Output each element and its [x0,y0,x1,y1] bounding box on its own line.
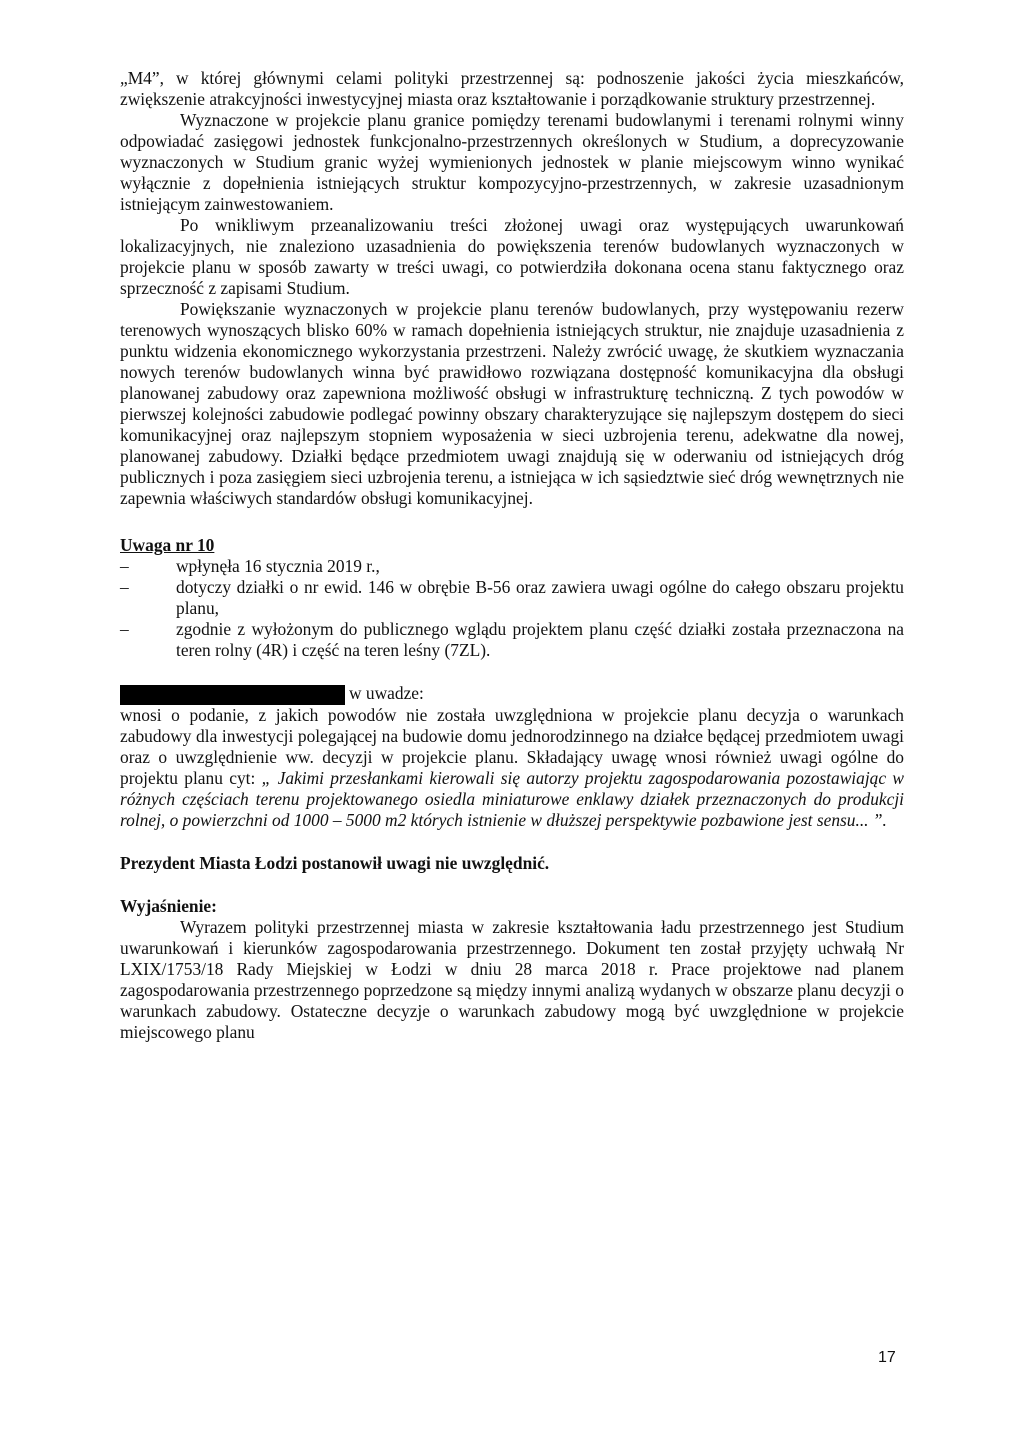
list-item: – wpłynęła 16 stycznia 2019 r., [120,556,904,577]
redacted-suffix: w uwadze: [349,683,424,703]
explanation-paragraph: Wyrazem polityki przestrzennej miasta w zakresie kształtowania ładu przestrzennego jest Studium uwarunkowań i kierunków zagospodarowania przestrzennego. Dokument ten został przyjęty uchwałą Nr LXIX/1753/18 Rady Miejskiej w Łodzi w dniu 28 marca 2018 r. Prace projektowe nad planem zagospodarowania przestrzennego poprzedzone są między innymi analizą wydanych w obszarze planu decyzji o warunkach zabudowy. Ostateczne decyzje o warunkach zabudowy mogą być uwzględnione w projekcie miejscowego planu [120,917,904,1042]
list-item: – dotyczy działki o nr ewid. 146 w obrębie B-56 oraz zawiera uwagi ogólne do całego obszaru projektu planu, [120,577,904,619]
paragraph-powiekszanie: Powiększanie wyznaczonych w projekcie planu terenów budowlanych, przy występowaniu rezerw terenowych wynoszących blisko 60% w ramach dopełnienia istniejących struktur, nie znajduje uzasadnienia z punktu widzenia ekonomicznego wykorzystania przestrzeni. Należy zwrócić uwagę, że skutkiem wyznaczania nowych terenów budowlanych winna być prawidłowo rozwiązana dostępność komunikacyjna dla obsługi planowanej zabudowy oraz zapewniona możliwość obsługi w infrastrukturę techniczną. Z tych powodów w pierwszej kolejności zabudowie podlegać powinny obszary charakteryzujące się najlepszym dostępem do sieci komunikacyjnej oraz najlepszym stopniem wyposażenia w sieci uzbrojenia terenu, adekwatne dla nowej, planowanej zabudowy. Działki będące przedmiotem uwagi znajdują się w oderwaniu od istniejących dróg publicznych i poza zasięgiem sieci uzbrojenia terenu, a istniejąca w ich sąsiedztwie sieć dróg wewnętrznych nie zapewnia właściwych standardów obsługi komunikacyjnej. [120,299,904,508]
paragraph-analiza: Po wnikliwym przeanalizowaniu treści złożonej uwagi oraz występujących uwarunkowań lokalizacyjnych, nie znaleziono uzasadnienia do powiększenia terenów budowlanych wyznaczonych w projekcie planu w sposób zawarty w treści uwagi, co potwierdziła dokonana ocena stanu faktycznego oraz sprzeczność z zapisami Studium. [120,215,904,298]
uwaga-details-list [120,556,904,661]
uwaga-heading: Uwaga nr 10 [120,535,215,555]
page-number: 17 [878,1349,896,1366]
document-page [120,68,904,1043]
redacted-line [120,683,904,705]
request-text: wnosi o podanie, z jakich powodów nie została uwzględniona w projekcie planu decyzja o warunkach zabudowy dla inwestycji polegającej na budowie domu jednorodzinnego na działce będącej przedmiotem uwagi oraz o uwzględnienie ww. decyzji w projekcie planu. Składający uwagę wnosi również uwagi ogólne do projektu planu cyt: [120,705,904,788]
request-paragraph [120,705,904,831]
explanation-heading: Wyjaśnienie: [120,896,217,916]
paragraph-m4: „M4”, w której głównymi celami polityki przestrzennej są: podnoszenie jakości życia mieszkańców, zwiększenie atrakcyjności inwestycyjnej miasta oraz kształtowanie i porządkowanie struktury przestrzennej. [120,68,904,109]
request-quote: „ Jakimi przesłankami kierowali się autorzy projektu zagospodarowania pozostawiając w różnych częściach terenu projektowanego osiedla miniaturowe enklawy działek przeznaczonych do produkcji rolnej, o powierzchni od 1000 – 5000 m2 których istnienie w dłuższej perspektywie pozbawione jest sensu... ”. [120,768,904,830]
paragraph-granice: Wyznaczone w projekcie planu granice pomiędzy terenami budowlanymi i terenami rolnymi winny odpowiadać zasięgowi jednostek funkcjonalno-przestrzennych określonych w Studium, a doprecyzowanie wyznaczonych w Studium granic wyżej wymienionych jednostek w planie miejscowym winno wynikać wyłącznie z dopełnienia istniejących struktur kompozycyjno-przestrzennych, w zakresie uzasadnionym istniejącym zainwestowaniem. [120,110,904,214]
list-item: – zgodnie z wyłożonym do publicznego wglądu projektem planu część działki została przeznaczona na teren rolny (4R) i część na teren leśny (7ZL). [120,619,904,661]
decision-text: Prezydent Miasta Łodzi postanowił uwagi nie uwzględnić. [120,853,550,873]
redaction-box [120,685,345,705]
